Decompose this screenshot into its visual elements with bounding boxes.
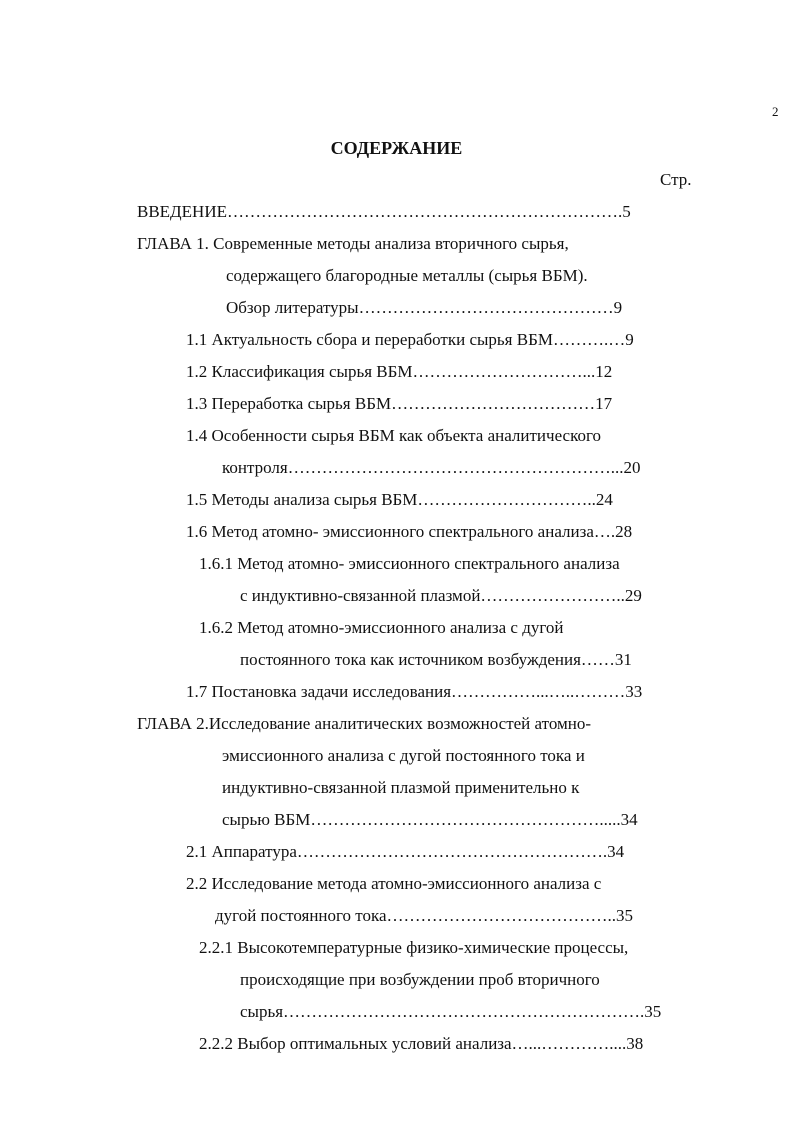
toc-entry: 2.2 Исследование метода атомно-эмиссионного анализа с [186,874,602,893]
toc-entry: с индуктивно-связанной плазмой……………………..29 [240,586,642,605]
toc-entry: сырья……………………………………………………….35 [240,1002,662,1021]
toc-entry: 1.6.1 Метод атомно- эмиссионного спектрального анализа [199,554,620,573]
toc-entry: 1.7 Постановка задачи исследования……………...…..………33 [186,682,643,701]
toc-entry: ВВЕДЕНИЕ…………………………………………………………….5 [137,202,631,221]
toc-entry: эмиссионного анализа с дугой постоянного тока и [222,746,585,765]
toc-entry: содержащего благородные металлы (сырья ВБМ). [226,266,588,285]
toc-entry: 2.1 Аппаратура……………………………………………….34 [186,842,625,861]
toc-entry: ГЛАВА 2.Исследование аналитических возможностей атомно- [137,714,592,733]
toc-entry: 1.4 Особенности сырья ВБМ как объекта аналитического [186,426,602,445]
toc-entry: дугой постоянного тока…………………………………..35 [215,906,634,925]
toc-entry: 1.5 Методы анализа сырья ВБМ…………………………..24 [186,490,613,509]
toc-title: СОДЕРЖАНИЕ [330,138,463,158]
toc-entry: сырью ВБМ…………………………………………….....34 [222,810,638,829]
toc-entry: индуктивно-связанной плазмой применительно к [222,778,580,797]
toc-entry: 2.2.2 Выбор оптимальных условий анализа…...…………....38 [199,1034,644,1053]
toc-entry: постоянного тока как источником возбуждения……31 [240,650,632,669]
toc-entry: 1.6.2 Метод атомно-эмиссионного анализа с дугой [199,618,564,637]
toc-entry: 1.6 Метод атомно- эмиссионного спектрального анализа….28 [186,522,633,541]
toc-entry: 1.2 Классификация сырья ВБМ…………………………...12 [186,362,613,381]
page-number: 2 [772,104,779,119]
toc-entry: 1.3 Переработка сырья ВБМ………………………………17 [186,394,613,413]
toc-entry: 1.1 Актуальность сбора и переработки сырья ВБМ……….…9 [186,330,634,349]
toc-entry: происходящие при возбуждении проб вторичного [240,970,600,989]
toc-entry: 2.2.1 Высокотемпературные физико-химические процессы, [199,938,629,957]
toc-entry: Обзор литературы………………………………………9 [226,298,623,317]
page-column-label: Стр. [660,170,692,189]
toc-entry: ГЛАВА 1. Современные методы анализа вторичного сырья, [137,234,569,253]
toc-entry: контроля…………………………………………………...20 [222,458,641,477]
